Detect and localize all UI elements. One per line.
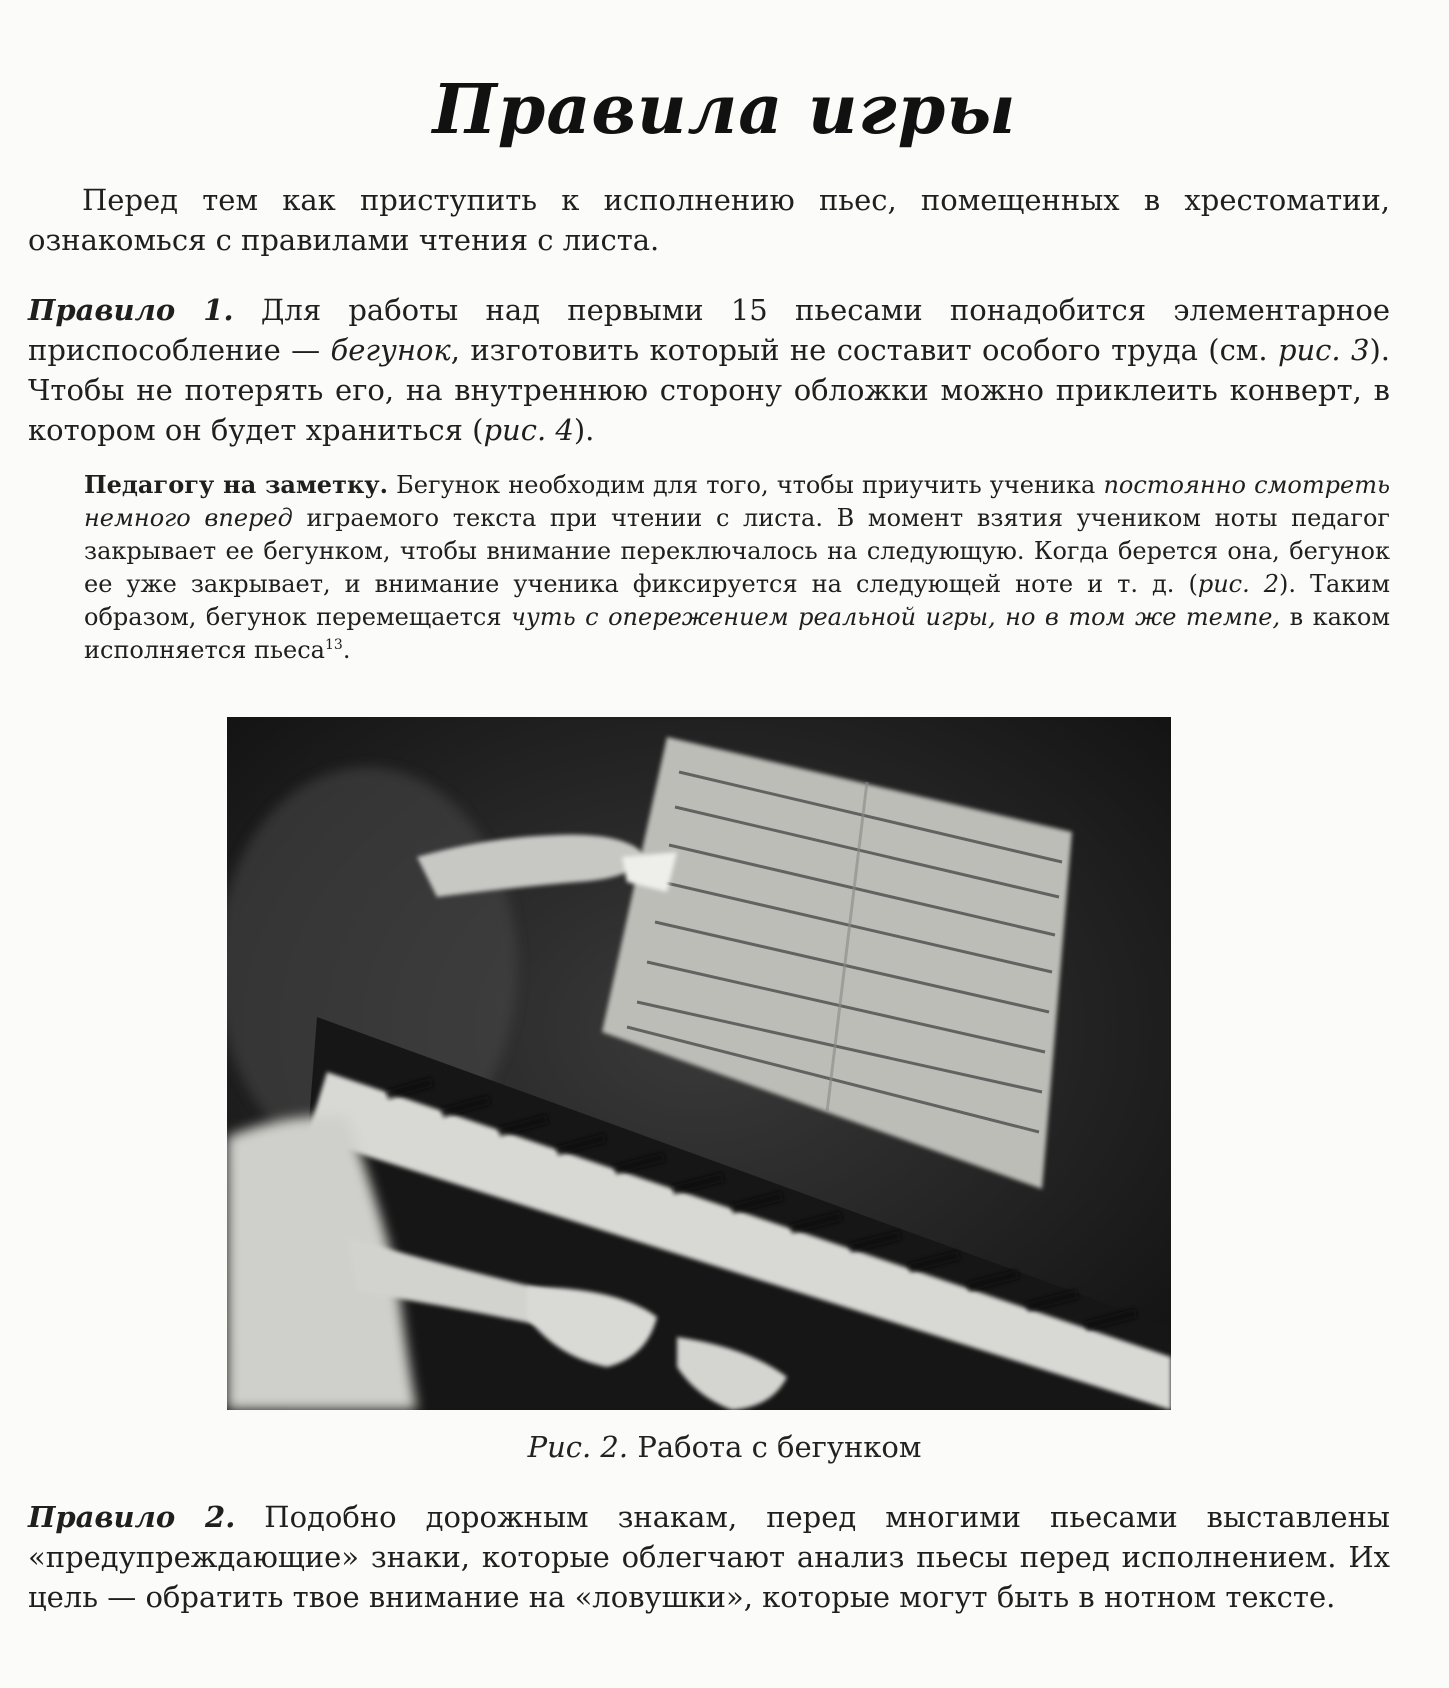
rule-1-emphasis: бегунок — [330, 333, 451, 367]
teacher-note-label: Педагогу на заметку. — [84, 470, 389, 499]
rule-1-text-1: Для работы над первыми 15 пьесами понадобится элементарное приспособление — — [28, 293, 1390, 367]
rule-1-text-3: ). Чтобы не потерять его, на внутреннюю сторону обложки можно приклеить конверт, в котором он будет храниться ( — [28, 333, 1390, 447]
figure-caption-label: Рис. 2. — [527, 1430, 629, 1464]
rule-1-figure-ref-4: рис. 4 — [483, 413, 574, 447]
rule-1-text-2: , изготовить который не составит особого труда (см. — [450, 333, 1278, 367]
rule-2-paragraph — [28, 1497, 1390, 1617]
teacher-note-emphasis-1: постоянно смотреть немного вперед — [84, 471, 1391, 532]
teacher-note-text-2: играемого текста при чтении с листа. В момент взятия учеником ноты педагог закрывает ее бегунком, чтобы внимание переключалось на следующую. Когда берется она, бегунок ее уже закрывает, и внимание ученика фиксируется на следующей ноте и т. д. ( — [84, 504, 1391, 598]
rule-2-text: Подобно дорожным знакам, перед многими пьесами выставлены «предупреждающие» знаки, которые облегчают анализ пьесы перед исполнением. Их цель — обратить твое внимание на «ловушки», которые могут быть в нотном тексте. — [28, 1500, 1390, 1614]
rule-1-text-4: ). — [573, 413, 595, 447]
page-title: Правила игры — [432, 70, 1017, 150]
rule-1-paragraph — [28, 290, 1390, 450]
figure-caption-text: Работа с бегунком — [628, 1430, 922, 1464]
teacher-note-figure-ref: рис. 2 — [1197, 570, 1280, 598]
teacher-note-paragraph — [84, 468, 1390, 667]
teacher-note-text-5: . — [342, 636, 351, 664]
rule-2-label: Правило 2. — [28, 1500, 236, 1534]
footnote-marker: 13 — [324, 637, 343, 653]
teacher-note-emphasis-2: чуть с опережением реальной игры, но в том же темпе, — [511, 603, 1281, 631]
intro-paragraph: Перед тем как приступить к исполнению пьес, помещенных в хрестоматии, ознакомься с правилами чтения с листа. — [28, 183, 1390, 257]
teacher-note-text-4: в каком исполняется пьеса — [84, 603, 1390, 664]
piano-photo — [227, 717, 1171, 1410]
figure-caption — [0, 1430, 1449, 1464]
rule-1-label: Правило 1. — [28, 293, 234, 327]
teacher-note-text-1: Бегунок необходим для того, чтобы приучить ученика — [388, 471, 1104, 499]
rule-1-figure-ref-3: рис. 3 — [1277, 333, 1370, 367]
teacher-note-text-3: ). Таким образом, бегунок перемещается — [84, 570, 1391, 631]
